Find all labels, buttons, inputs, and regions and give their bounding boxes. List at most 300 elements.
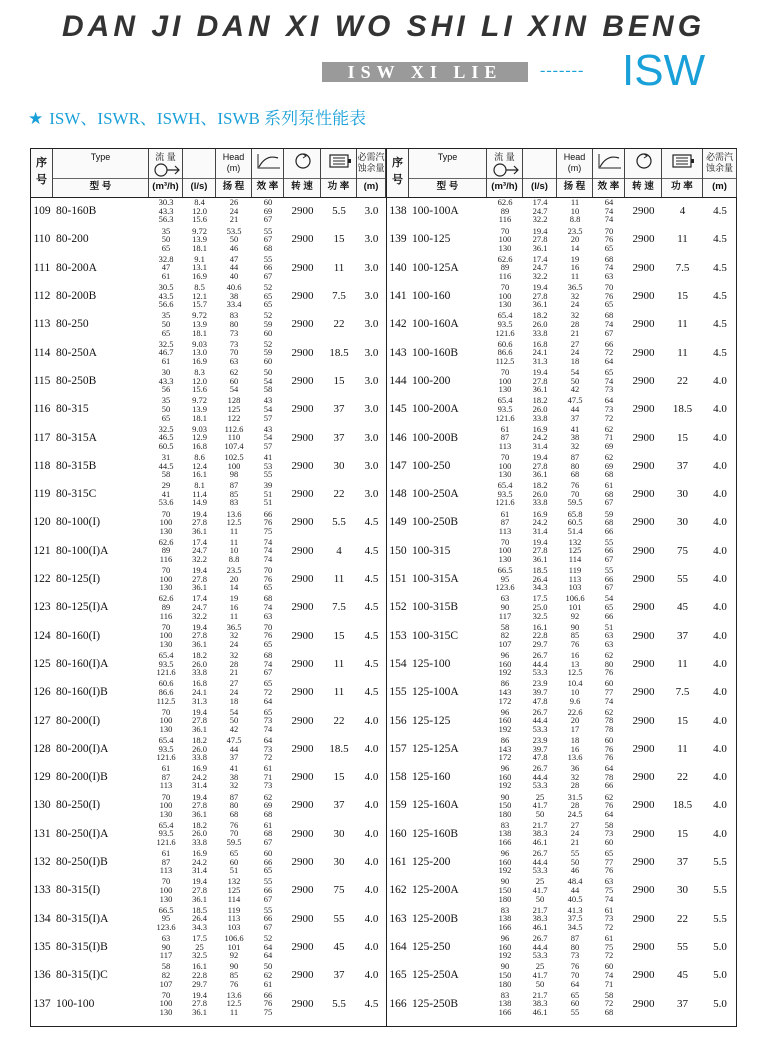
table-row — [387, 452, 737, 480]
head-m-value: 102.5 — [224, 451, 244, 462]
header-no — [31, 149, 53, 197]
table-row — [387, 706, 737, 734]
flow-ls-value: 21.7 — [532, 819, 548, 830]
flow-ls — [523, 905, 557, 933]
speed-rpm: 2900 — [291, 686, 314, 699]
efficiency — [252, 367, 284, 395]
npsh-m: 4.5 — [713, 205, 727, 218]
flow-ls — [183, 622, 216, 650]
model-name: 100-200 — [412, 374, 451, 387]
flow-ls — [183, 989, 216, 1017]
flow-ls-value: 21.7 — [532, 989, 548, 1000]
head-m-value: 76 — [570, 961, 580, 972]
head-m — [557, 678, 593, 706]
flow-ls — [183, 480, 216, 508]
flow-m3h-value: 35 — [161, 310, 171, 321]
efficiency — [252, 339, 284, 367]
flow-ls-value: 26.7 — [532, 763, 548, 774]
flow-m3h-value: 60.5 — [158, 440, 174, 451]
flow-m3h-value: 192 — [498, 950, 512, 961]
flow-m3h-value: 58 — [161, 961, 171, 972]
flow-ls-value: 16.9 — [192, 271, 207, 282]
efficiency — [252, 989, 284, 1017]
efficiency-value: 52 — [263, 338, 273, 349]
flow-m3h-value: 100 — [159, 517, 173, 528]
star-icon: ★ — [28, 109, 44, 128]
efficiency — [252, 282, 284, 310]
flow-ls — [523, 933, 557, 961]
power-kw: 22 — [333, 318, 345, 331]
npsh-m: 4.0 — [713, 742, 727, 755]
row-number: 150 — [389, 544, 407, 557]
rotation-icon — [633, 152, 655, 173]
head-m-value: 33.4 — [226, 299, 242, 310]
flow-m3h-value: 61 — [161, 271, 171, 282]
table-row — [387, 820, 737, 848]
model-name: 100-100 — [56, 997, 95, 1010]
power-kw: 30 — [677, 516, 688, 529]
efficiency-value: 65 — [263, 865, 273, 876]
flow-ls-value: 16.9 — [532, 423, 548, 434]
header-speed-top — [284, 152, 320, 174]
speed-rpm: 2900 — [291, 374, 314, 387]
flow-ls-value: 36.1 — [192, 808, 207, 819]
flow-ls — [523, 763, 557, 791]
model-name: 125-250B — [412, 997, 458, 1010]
head-m-value: 16 — [570, 650, 580, 661]
flow-ls-value: 25.0 — [532, 602, 548, 613]
head-m — [216, 282, 252, 310]
flow-m3h — [149, 282, 183, 310]
header-type-top — [409, 152, 486, 174]
head-m-value: 14 — [229, 582, 239, 593]
flow-m3h-value: 43.5 — [158, 290, 174, 301]
flow-ls-value: 19.4 — [532, 225, 548, 236]
speed-rpm: 2900 — [632, 261, 655, 274]
flow-m3h — [149, 480, 183, 508]
efficiency-value: 77 — [604, 686, 614, 697]
header-efficiency-top — [593, 152, 624, 174]
head-m-value: 103 — [568, 582, 582, 593]
header-power-top — [662, 152, 702, 174]
flow-m3h-value: 89 — [161, 602, 171, 613]
flow-ls-value: 9.72 — [192, 395, 207, 406]
row-number: 144 — [389, 374, 407, 387]
efficiency-value: 60 — [604, 837, 614, 848]
npsh-m: 3.0 — [364, 290, 379, 303]
efficiency-value: 68 — [604, 469, 614, 480]
head-m-value: 40 — [229, 271, 239, 282]
row-number: 143 — [389, 346, 407, 359]
efficiency — [252, 622, 284, 650]
efficiency — [593, 395, 625, 423]
flow-ls-value: 19.4 — [192, 791, 207, 802]
efficiency — [593, 197, 625, 225]
npsh-m: 4.0 — [713, 431, 727, 444]
flow-m3h — [487, 763, 523, 791]
head-m — [216, 763, 252, 791]
efficiency-value: 73 — [604, 913, 614, 924]
efficiency-value: 66 — [604, 525, 614, 536]
flow-ls — [523, 961, 557, 989]
flow-ls-value: 26.0 — [192, 828, 207, 839]
efficiency-value: 62 — [263, 791, 273, 802]
power-kw: 11 — [677, 233, 688, 246]
flow-ls — [523, 593, 557, 621]
head-m — [557, 706, 593, 734]
flow-m3h — [149, 254, 183, 282]
table-row — [31, 225, 386, 253]
flow-ls — [523, 650, 557, 678]
efficiency-value: 60 — [263, 355, 273, 366]
model-name: 80-250 — [56, 318, 89, 331]
efficiency-value: 64 — [263, 695, 273, 706]
flow-m3h-value: 29 — [161, 480, 171, 491]
head-m-value: 64 — [570, 978, 580, 989]
efficiency — [252, 848, 284, 876]
flow-ls-value: 17.5 — [532, 593, 548, 604]
flow-m3h-value: 82 — [161, 969, 171, 980]
head-m-value: 128 — [227, 395, 241, 406]
flow-m3h-value: 87 — [161, 856, 171, 867]
power-kw: 15 — [677, 827, 688, 840]
flow-ls-value: 16.9 — [532, 508, 548, 519]
flow-m3h — [487, 650, 523, 678]
efficiency-value: 59 — [604, 508, 614, 519]
flow-ls-value: 29.7 — [192, 978, 207, 989]
flow-m3h — [149, 848, 183, 876]
header-flow-ls-bottom: (l/s) — [183, 178, 215, 195]
model-name: 80-200(I) — [56, 714, 101, 727]
flow-ls — [183, 565, 216, 593]
efficiency-value: 80 — [604, 658, 614, 669]
head-m-value: 38 — [229, 290, 239, 301]
head-m-value: 98 — [229, 469, 239, 480]
flow-m3h-value: 121.6 — [495, 497, 515, 508]
table-row — [31, 367, 386, 395]
table-row — [387, 650, 737, 678]
header-efficiency-bottom: 效 率 — [252, 178, 283, 195]
efficiency-value: 61 — [604, 933, 614, 944]
power-kw: 7.5 — [675, 261, 690, 274]
head-m — [216, 706, 252, 734]
flow-m3h — [487, 423, 523, 451]
flow-ls-value: 44.4 — [532, 715, 548, 726]
flow-ls — [183, 310, 216, 338]
head-m-value: 65.8 — [567, 508, 583, 519]
efficiency-value: 62 — [604, 791, 614, 802]
flow-ls-value: 11.4 — [192, 488, 207, 499]
flow-ls-value: 22.8 — [532, 630, 548, 641]
model-name: 100-160B — [412, 346, 458, 359]
head-m-value: 47.5 — [567, 395, 583, 406]
table-row — [387, 622, 737, 650]
head-m — [216, 452, 252, 480]
efficiency-value: 68 — [263, 593, 273, 604]
efficiency-value: 58 — [263, 384, 273, 395]
flow-m3h-value: 61 — [500, 508, 510, 519]
efficiency-value: 43 — [263, 395, 273, 406]
head-m-value: 106.6 — [565, 593, 585, 604]
head-m-value: 70 — [570, 488, 580, 499]
efficiency-value: 78 — [604, 715, 614, 726]
model-name: 80-315 — [56, 403, 89, 416]
efficiency-value: 69 — [263, 205, 273, 216]
model-name: 100-250B — [412, 516, 458, 529]
power-kw: 37 — [333, 799, 345, 812]
head-m-value: 80 — [229, 319, 239, 330]
flow-m3h-value: 107 — [159, 978, 173, 989]
efficiency-value: 72 — [604, 347, 614, 358]
speed-rpm: 2900 — [291, 290, 314, 303]
efficiency-value: 70 — [263, 621, 273, 632]
flow-ls-value: 13.9 — [192, 234, 207, 245]
flow-ls-value: 25 — [535, 961, 545, 972]
header-efficiency — [593, 149, 625, 197]
efficiency-value: 68 — [263, 242, 273, 253]
flow-m3h — [487, 197, 523, 225]
speed-rpm: 2900 — [291, 516, 314, 529]
flow-ls — [183, 763, 216, 791]
row-number: 155 — [389, 686, 407, 699]
efficiency-value: 76 — [604, 667, 614, 678]
flow-ls-value: 19.4 — [532, 536, 548, 547]
flow-ls-value: 32.5 — [192, 950, 207, 961]
flow-m3h-value: 123.6 — [495, 582, 515, 593]
head-m-value: 103 — [227, 921, 241, 932]
flow-m3h — [487, 480, 523, 508]
head-m — [216, 905, 252, 933]
npsh-m: 4.0 — [364, 771, 379, 784]
table-row — [31, 197, 386, 225]
flow-ls-value: 18.1 — [192, 327, 207, 338]
header-power — [662, 149, 703, 197]
efficiency-value: 74 — [604, 893, 614, 904]
flow-ls-value: 18.1 — [192, 242, 207, 253]
model-name: 125-200A — [412, 884, 459, 897]
flow-ls-value: 9.72 — [192, 225, 207, 236]
flow-m3h-value: 130 — [159, 525, 173, 536]
flow-m3h — [487, 678, 523, 706]
power-kw: 30 — [333, 459, 345, 472]
flow-m3h-value: 93.5 — [158, 743, 174, 754]
flow-ls-value: 12.1 — [192, 290, 207, 301]
efficiency — [593, 735, 625, 763]
row-number: 145 — [389, 403, 407, 416]
flow-ls-value: 32.2 — [532, 214, 548, 225]
flow-m3h-value: 70 — [500, 451, 510, 462]
flow-ls-value: 27.8 — [192, 885, 207, 896]
flow-m3h — [487, 933, 523, 961]
flow-ls-value: 36.1 — [192, 1006, 207, 1017]
head-m-value: 16 — [570, 743, 580, 754]
flow-m3h — [487, 706, 523, 734]
speed-rpm: 2900 — [632, 657, 655, 670]
flow-ls — [183, 933, 216, 961]
header-head-bottom: 扬 程 — [557, 178, 592, 195]
head-m — [216, 508, 252, 536]
efficiency-value: 74 — [263, 658, 273, 669]
efficiency-value: 70 — [263, 565, 273, 576]
header-no-label: 序 号 — [392, 157, 403, 186]
head-m-value: 46 — [229, 242, 239, 253]
header-no-label: 序 号 — [36, 157, 47, 186]
flow-m3h-value: 100 — [159, 998, 173, 1009]
row-number: 126 — [33, 686, 51, 699]
head-m-value: 101 — [568, 602, 582, 613]
head-m — [557, 848, 593, 876]
head-m-value: 12.5 — [226, 517, 242, 528]
flow-ls — [523, 820, 557, 848]
power-kw: 7.5 — [675, 686, 690, 699]
efficiency-value: 74 — [604, 375, 614, 386]
head-m — [216, 367, 252, 395]
npsh-m: 4.0 — [713, 403, 727, 416]
head-m-value: 59.5 — [567, 497, 583, 508]
head-m-value: 65 — [229, 848, 239, 859]
flow-ls-value: 25 — [535, 791, 545, 802]
flow-m3h-value: 70 — [500, 225, 510, 236]
flow-ls-value: 26.0 — [532, 319, 548, 330]
flow-ls-value: 44.4 — [532, 658, 548, 669]
table-row — [387, 282, 737, 310]
power-kw: 37 — [677, 997, 688, 1010]
flow-m3h-value: 83 — [500, 904, 510, 915]
efficiency-value: 64 — [604, 395, 614, 406]
speed-rpm: 2900 — [291, 629, 314, 642]
flow-ls — [183, 706, 216, 734]
flow-m3h — [149, 622, 183, 650]
flow-m3h-value: 62.6 — [497, 253, 513, 264]
efficiency-value: 64 — [604, 197, 614, 208]
row-number: 124 — [33, 629, 51, 642]
flow-ls-value: 27.8 — [192, 630, 207, 641]
efficiency-value: 52 — [263, 282, 273, 293]
head-m-value: 90 — [229, 961, 239, 972]
flow-ls-value: 36.1 — [192, 525, 207, 536]
efficiency-value: 51 — [263, 488, 273, 499]
flow-m3h-value: 100 — [159, 885, 173, 896]
row-number: 134 — [33, 912, 51, 925]
speed-rpm: 2900 — [632, 374, 655, 387]
efficiency-value: 66 — [604, 338, 614, 349]
flow-m3h-value: 32.5 — [158, 423, 174, 434]
efficiency-value: 68 — [263, 650, 273, 661]
head-m — [216, 735, 252, 763]
row-number: 109 — [33, 205, 51, 218]
head-m-value: 19 — [229, 593, 239, 604]
flow-m3h-value: 65 — [161, 242, 171, 253]
power-kw: 18.5 — [672, 403, 693, 416]
header-speed — [625, 149, 662, 197]
speed-rpm: 2900 — [632, 912, 655, 925]
npsh-m: 4.5 — [713, 233, 727, 246]
speed-rpm: 2900 — [291, 601, 314, 614]
flow-m3h-value: 60.6 — [158, 678, 174, 689]
flow-ls-value: 36.1 — [532, 384, 548, 395]
head-m-value: 114 — [227, 893, 241, 904]
head-m-value: 22.6 — [567, 706, 583, 717]
table-row — [387, 933, 737, 961]
head-m-value: 51 — [229, 865, 239, 876]
speed-rpm: 2900 — [632, 742, 655, 755]
flow-m3h — [149, 905, 183, 933]
flow-ls-value: 19.4 — [532, 367, 548, 378]
row-number: 127 — [33, 714, 51, 727]
flow-m3h-value: 192 — [498, 723, 512, 734]
flow-ls-value: 32.2 — [532, 271, 548, 282]
flow-ls — [183, 423, 216, 451]
flow-m3h — [487, 310, 523, 338]
flow-m3h-value: 100 — [159, 715, 173, 726]
efficiency-value: 73 — [263, 780, 273, 791]
power-kw: 15 — [333, 629, 345, 642]
flow-ls-value: 16.9 — [192, 763, 207, 774]
flow-ls-value: 24.7 — [532, 205, 548, 216]
flow-m3h-value: 46.7 — [158, 347, 174, 358]
head-m-value: 87 — [229, 480, 239, 491]
flow-m3h — [487, 593, 523, 621]
flow-m3h-value: 90 — [500, 791, 510, 802]
header-head-top — [557, 152, 592, 174]
efficiency-curve-icon — [256, 152, 282, 173]
flow-ls — [523, 395, 557, 423]
speed-rpm: 2900 — [632, 205, 655, 218]
model-name: 100-315 — [412, 544, 451, 557]
flow-m3h-value: 192 — [498, 780, 512, 791]
flow-m3h-value: 117 — [159, 950, 173, 961]
head-m-value: 27 — [570, 819, 580, 830]
table-row — [31, 848, 386, 876]
power-kw: 55 — [333, 912, 345, 925]
flow-ls-value: 15.6 — [192, 214, 207, 225]
efficiency-value: 50 — [263, 367, 273, 378]
npsh-m: 4.5 — [364, 516, 379, 529]
head-m-value: 37 — [229, 752, 239, 763]
head-m-value: 68 — [229, 808, 239, 819]
flow-ls-value: 24.2 — [532, 517, 548, 528]
row-number: 160 — [389, 827, 407, 840]
flow-ls — [523, 254, 557, 282]
npsh-m: 3.0 — [364, 233, 379, 246]
flow-ls-value: 41.7 — [532, 885, 548, 896]
model-name: 80-250B — [56, 374, 97, 387]
flow-m3h-value: 70 — [161, 989, 171, 1000]
flow-m3h-value: 113 — [498, 525, 512, 536]
npsh-m: 3.0 — [364, 431, 379, 444]
head-m-value: 13 — [570, 658, 580, 669]
flow-m3h — [487, 876, 523, 904]
head-m-value: 28 — [570, 800, 580, 811]
flow-m3h — [149, 820, 183, 848]
head-m-value: 32 — [570, 310, 580, 321]
flow-ls-value: 16.1 — [192, 961, 207, 972]
npsh-m: 4.0 — [713, 686, 727, 699]
head-m-value: 73 — [570, 950, 580, 961]
flow-ls-value: 36.1 — [192, 582, 207, 593]
flow-m3h-value: 116 — [159, 554, 173, 565]
npsh-m: 3.0 — [364, 205, 379, 218]
flow-m3h — [149, 650, 183, 678]
flow-ls-value: 46.1 — [532, 837, 548, 848]
row-number: 163 — [389, 912, 407, 925]
head-m-value: 76 — [229, 978, 239, 989]
header-type — [53, 149, 149, 197]
head-m-value: 9.6 — [569, 695, 581, 706]
table-row — [31, 537, 386, 565]
head-m-value: 54 — [229, 706, 239, 717]
header-speed — [284, 149, 321, 197]
